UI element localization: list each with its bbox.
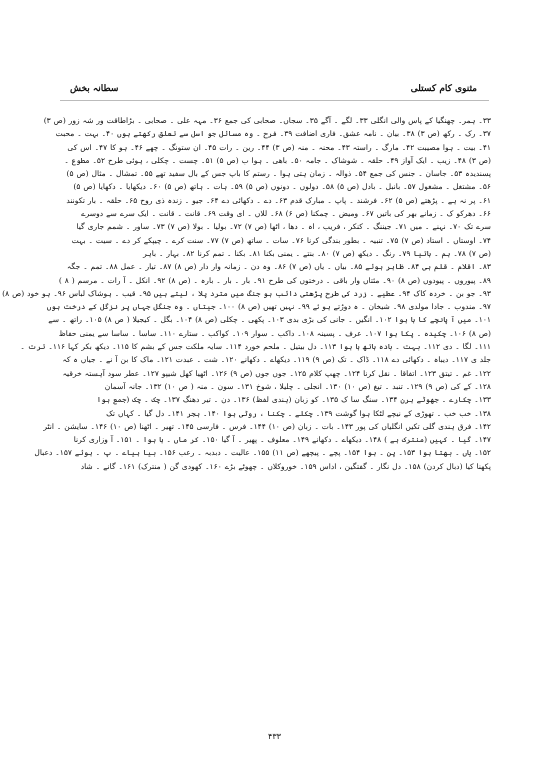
glossary-line: ۱۲۲۔ غم ۔ تیتق ۱۲۳۔ اتفاقا ۔ نقل کرنا ۱۲۴۔ چھپ کلام ۱۲۵۔ جوں جوں (ص ۹) ۱۲۶۔ اٹھیا کھل شیپو ۱۲۷۔ عطر سود آہستہ خرقیہ: [62, 368, 491, 378]
glossary-line: سرے تک ۷۰۔ نہنے ۔ میں ۷۱۔ جیننگ ۔ کنکر ، فریب ، اہ ۔ دھا ، اٹھا (ص ۷) ۷۲۔ بولیا ۔ بولا (ص ۷) ۷۳۔ ساور ۔ شمم جاری گیا: [76, 222, 491, 232]
glossary-line: ۷۴۔ اوستاں ۔ استاد (ص ۷) ۷۵۔ تنبیہ ۔ بطور بندگی کرنا ۷۶۔ سات ۔ ساتھ (ص ۷) ۷۷۔ سنت کرے ۔ چیپکے کر دے ۔ سیت ۔ بہت: [71, 235, 491, 245]
glossary-line: ۱۵۲۔ یاں ۔ بھتا ہوا ۱۵۳۔ پن ۔ ہوا ۱۵۴۔ پچے ۔ پیچھے (ص ۱۱) ۱۵۵۔ عالیت ۔ دبدبہ ۔ رعب ۱۵۶۔ بیا ہیاے ۔ پ ۔ ہوئے ۱۵۷۔ دعبال: [34, 448, 491, 458]
header-author: سطانہ بخش: [70, 84, 119, 94]
glossary-line: (ص ۷) ۷۸۔ ہم ۔ ہاتیا ۷۹۔ رنگ ۔ دیکھ (ص ۷) ۸۰۔ بنتے ۔ یمنی بکنا ۸۱۔ بکنا ۔ تمم کرنا ۸۲۔ بہار ۔ باہر: [143, 248, 491, 258]
glossary-line: ۱۳۳۔ چکارے ۔ جھوٹے ہرن ۱۳۴۔ سنگ سا ک ۱۳۵۔ کو زبان (ہندی لفظ) ۱۳۶۔ دن ۔ تیر دھنگ ۱۳۷۔ چک ۔ چک (جمع ہوا: [96, 395, 491, 405]
glossary-line: ۸۹۔ پیوروں ۔ پیودوں (ص ۸) ۹۰۔ مئتاں وار باقی ۔ درختوں کی طرح ۹۱۔ بار ۔ بار ۔ بارہ ۔ (ص ۸) ۹۲۔ انکل ۔ آ رات ۔ مرسم ( ۸ ): [58, 275, 491, 285]
glossary-line: پسندیدہ ۵۳۔ جاسان ۔ جنس کی جمع ۵۴۔ ذوالہ ۔ زمان ہتی ہوا ۔ رستم کا باپ جس کے بال سفید تھے ۵۵۔ تمشال ۔ مثال (ص ۵): [66, 169, 491, 179]
header-book-title: مثنوی کام کستلی: [410, 84, 477, 94]
glossary-line: جلد ی ۱۱۷۔ دیباہ ۔ دکھائی دے ۱۱۸۔ ڈاک ۔ تک (ص ۹) ۱۱۹۔ دیکھاے ۔ دکھانے ۱۲۰۔ شت ۔ عبدت ۱۲۱۔ ماک کا بن آ نے ۔ جیاں ہ کہ: [62, 355, 491, 365]
glossary-line: ۱۲۸۔ کے کی (ص ۹) ۱۲۹۔ تنبد ۔ تیغ (ص ۱۰) ۱۳۰۔ انجلی ۔ چلیلا ، شوخ ۱۳۱۔ سون ۔ منہ ( ص ۱۰) ۱۳۲۔ جانہ آسمان: [104, 381, 491, 391]
glossary-line: ۶۶۔ دھرکو ک ۔ زمانے بھر کی باتیں ۶۷۔ ومیض ۔ چمکنا (ص ۶) ۶۸۔ للاں ۔ ای وقت ۶۹۔ قانت ۔ قانت ۔ ایک سرے سے دوسرے: [81, 209, 491, 219]
glossary-line: پکھنا کیا (دبال کردن) ۱۵۸۔ دل نگار ۔ گفتگین ، اداس ۱۵۹۔ خوروکلاں ۔ چھوٹے بڑے ۱۶۰۔ کھودی گن ( منترک) ۱۶۱۔ گانے ۔ شاد: [80, 461, 491, 471]
page-number: ۴۳۳: [268, 732, 281, 741]
glossary-line: ۱۳۸۔ خب خب ۔ تھوڑی کے نیچے لٹکا ہوا گوشت ۱۳۹۔ چکلے ۔ چکنا ، روٹی ہوا ۱۴۰۔ ہجر ۱۴۱۔ دل گیا ۔ کہاں تک: [106, 408, 491, 418]
glossary-line: ۱۴۲۔ فرق ہندی گلی تکیں انگلیاں کی پور ۱۴۳۔ بات ۔ زبان (ص ۱۰) ۱۴۴۔ فرس ۔ فارسی ۱۴۵۔ تھیر ۔ اٹھنا (ص ۱۰) ۱۴۶۔ سایشن ۔ انٹر: [43, 421, 491, 431]
glossary-line: ۸۳۔ اقلام ۔ قلم ہی ۸۴۔ ظاہر ہوئے ۸۵۔ بیاں ۔ یاں (ص ۷) ۸۶۔ وہ دن ۔ زمانہ وار دار (ص ۸) ۸۷۔ تیار ۔ عمل ۸۸۔ تمم ۔ جگہ: [66, 262, 491, 272]
glossary-line: (ص ۳) ۴۸۔ زیب ۔ ایک آواز ۴۹۔ حلقہ ۔ شوشاک ۔ جامہ ۵۰۔ باھی ۔ ہوا ب (ص ۵) ۵۱۔ چست ۔ چکلی ، ہوئی طرح ۵۲۔ مطوع ۔: [64, 155, 491, 165]
glossary-line: ۶۱۔ پر نہ ہے ۔ پڑھتے (ص ۵) ۶۲۔ فرشند ۔ پاپ ۔ مبارک قدم ۶۳۔ دے ۔ دکھائی دے ۶۴۔ جیو ۔ زندہ ذی روح ۶۵۔ حلقہ ۔ بار تکونند: [66, 195, 491, 205]
glossary-line: ۳۷۔ رک ۔ رکھ (ص ۳) ۳۸۔ بیان ۔ نامہ عشق۔ فاری اضافت ۳۹۔ فرح ۔ وہ مسائل جو اسل سے تعلق رکھتے ہوں ۴۰۔ بہت ۔ محبت: [55, 129, 491, 139]
glossary-line: ۵۶۔ مشتغل ۔ مشغول ۵۷۔ بانبل ۔ بادل (ص ۵) ۵۸۔ دولوں ۔ دونوں (ص ۵) ۵۹۔ ہات ۔ ہاتھ (ص ۵) ۶۰۔ دیکھایا ۔ دکھایا (ص ۵): [73, 182, 491, 192]
glossary-line: ۱۴۷۔ گیا ۔ کہیں (منترک ہے ) ۱۴۸۔ دیکھاے ۔ دکھانے ۱۴۹۔ معلوف ۔ پھیر ۔ آ گیا ۱۵۰۔ کر ماں ۔ ہا ہوا ۔ ۱۵۱۔ آ وزاری کرنا: [73, 435, 491, 445]
header-divider: [60, 100, 489, 101]
glossary-line: ۱۱۱۔ لگا ۔ دی ۱۱۲۔ بہت ۔ بادہ ہاتھ ہا ہوا ۱۱۳۔ دل بیتیل ۔ ملحم خورد ۱۱۴۔ سایہ ملکت جس کے بشم کا ۱۱۵۔ دیکھ بکر کہا ۱۱۶۔ ترت ۔: [20, 342, 491, 352]
glossary-line: ۳۳۔ ہمر۔ چھنگیا کے پاس والی انگلی ۳۳۔ لگے ۔ آگے ۳۵۔ سجاں۔ صحابی کی جمع ۳۶۔ مہہ علی ۔ صحابی ۔ بڑاطاقت ور شہ زور (ص ۳): [43, 116, 491, 125]
glossary-body: [2, 114, 491, 473]
glossary-line: ۱۰۱۔ میں آ پانچے کا ہا ہوا ۱۰۲۔ انگیں ۔ جانی کی بڑی بدی ۱۰۳۔ پکھی ۔ چکلی (ص ۸) ۱۰۴۔ بگل ۔ کیجیلا ( ص ۸) ۱۰۵۔ راتھ ۔ سے: [48, 315, 491, 325]
glossary-line: (ص ۸) ۱۰۶۔ چکیدہ ۔ پکا ہوا ۱۰۷۔ عرف ۔ پسینہ ۱۰۸۔ داکب ۔ سوار ۱۰۹۔ کواکب ۔ ستارے ۱۱۰۔ ساسا ۔ ساسا سے یمنی حفاظ: [58, 328, 491, 338]
glossary-line: ۹۳۔ جو بن ۔ خردہ کاک ۹۴۔ عطیے ۔ زرد کی طرح پڑھتی دائب ہو جنگ میں مترد پلا ، لیتے ہیں ۹۵۔ قیب ۔ ہوشاک لباس ۹۶۔ ہو خود (ص ۸): [2, 288, 491, 298]
glossary-line: ۹۷۔ مندوب ۔ جادا مولدی ۹۸۔ شیخان ۔ ہ دوڑتے ہو ئے ۹۹۔ نہیں تھیں (ص ۸) ۱۰۰۔ جیتاں ۔ وہ جنگل جہاں پر نزگل کے درخت ہوں: [46, 302, 491, 312]
glossary-line: ۴۱۔ بیت ۔ ہوا مصیبت ۴۲۔ مارگ ۔ راستہ ۴۳۔ محنہ ۔ منہ (ص ۳) ۴۴۔ رین ۔ رات ۴۵۔ ان ستونگ ۔ چھے ۴۶۔ ہو کا ۴۷۔ اس کی: [67, 142, 491, 152]
